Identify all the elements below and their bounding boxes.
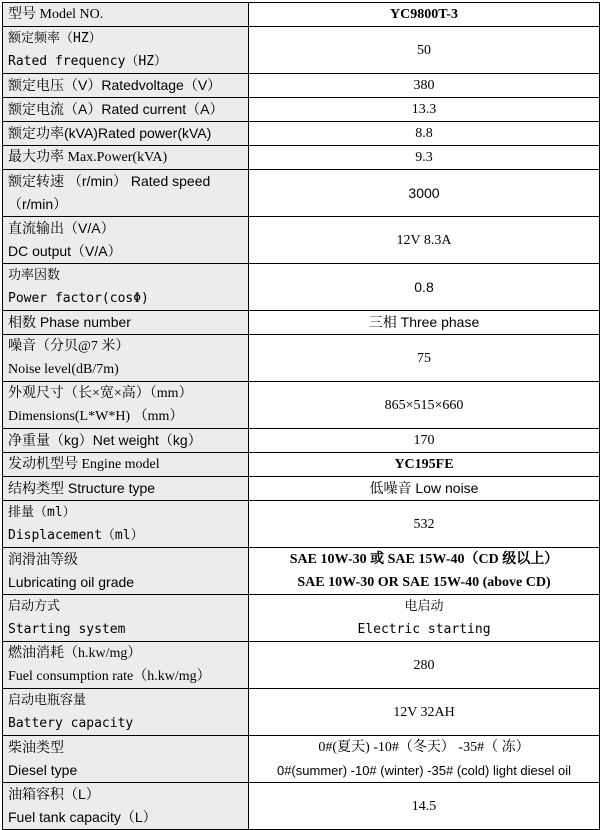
net-weight-value-cell <box>249 429 600 453</box>
structure-label-cell <box>3 477 249 501</box>
model-label: 型号 Model NO. <box>8 7 104 22</box>
engine-model-label-cell <box>3 453 249 477</box>
current-value: 13.3 <box>411 102 437 117</box>
fuel-consumption-label-en: Fuel consumption rate（h.kw/mg） <box>8 669 211 684</box>
power-factor-label-en: Power factor(cosΦ) <box>8 291 149 306</box>
fuel-consumption-label-cell <box>3 642 249 689</box>
speed-value-cell <box>249 170 600 217</box>
power-label-cell <box>3 122 249 146</box>
battery-value: 12V 32AH <box>393 704 455 720</box>
table-row <box>3 429 600 453</box>
speed-label-line2: （r/min） <box>8 196 68 212</box>
diesel-value-en: 0#(summer) -10# (winter) -35# (cold) light diesel oil <box>276 763 572 778</box>
table-row <box>3 642 600 689</box>
displacement-label-cell <box>3 501 249 548</box>
table-row <box>3 122 600 146</box>
dimensions-label-cn: 外观尺寸（长×宽×高）（mm） <box>8 386 193 401</box>
power-factor-label-cn: 功率因数 <box>8 268 61 283</box>
starting-label-cn: 启动方式 <box>8 599 61 614</box>
phase-value: 三相 Three phase <box>368 314 480 330</box>
spec-table <box>2 2 600 830</box>
noise-value-cell <box>249 335 600 382</box>
current-value-cell <box>249 98 600 122</box>
diesel-label-cn: 柴油类型 <box>8 739 64 755</box>
diesel-value-cell <box>249 736 600 783</box>
current-label: 额定电流（A）Rated current（A） <box>8 101 224 117</box>
dc-output-value: 12V 8.3A <box>396 232 452 248</box>
tank-value-cell <box>249 783 600 830</box>
battery-label-cn: 启动电瓶容量 <box>8 693 87 708</box>
noise-label-cell <box>3 335 249 382</box>
table-row <box>3 74 600 98</box>
oil-grade-value-cell <box>249 548 600 595</box>
phase-label-cell <box>3 311 249 335</box>
table-row <box>3 689 600 736</box>
starting-value-en: Electric starting <box>357 622 491 637</box>
displacement-label-en: Displacement（ml） <box>8 528 144 543</box>
model-value: YC9800T-3 <box>390 7 458 22</box>
table-row <box>3 501 600 548</box>
battery-label-cell <box>3 689 249 736</box>
table-row <box>3 783 600 830</box>
displacement-value: 532 <box>413 516 435 532</box>
tank-label-cell <box>3 783 249 830</box>
table-row <box>3 217 600 264</box>
power-value-cell <box>249 122 600 146</box>
power-factor-value: 0.8 <box>414 278 434 295</box>
displacement-value-cell <box>249 501 600 548</box>
dimensions-value: 865×515×660 <box>384 397 464 413</box>
table-row <box>3 736 600 783</box>
dc-output-label-cn: 直流输出（V/A） <box>8 220 115 236</box>
frequency-label-en: Rated frequency（HZ） <box>8 54 168 69</box>
oil-grade-value-en: SAE 10W-30 OR SAE 15W-40 (above CD) <box>297 575 551 590</box>
dimensions-value-cell <box>249 382 600 429</box>
battery-value-cell <box>249 689 600 736</box>
model-value-cell <box>249 3 600 27</box>
table-row <box>3 382 600 429</box>
max-power-label-cell <box>3 146 249 170</box>
starting-value-cell <box>249 595 600 642</box>
current-label-cell <box>3 98 249 122</box>
table-row <box>3 311 600 335</box>
diesel-label-en: Diesel type <box>8 762 78 778</box>
oil-grade-label-en: Lubricating oil grade <box>8 574 135 590</box>
dc-output-value-cell <box>249 217 600 264</box>
structure-value: 低噪音 Low noise <box>369 480 479 496</box>
table-row <box>3 3 600 27</box>
table-row <box>3 146 600 170</box>
speed-value: 3000 <box>408 184 440 201</box>
dc-output-label-en: DC output（V/A） <box>8 243 122 259</box>
table-row <box>3 264 600 311</box>
oil-grade-label-cn: 润滑油等级 <box>8 551 78 567</box>
power-label: 额定功率(kVA)Rated power(kVA) <box>8 125 212 141</box>
noise-label-en: Noise level(dB/7m) <box>8 362 119 377</box>
voltage-value: 380 <box>413 78 435 93</box>
model-label-cell <box>3 3 249 27</box>
speed-label-line1: 额定转速 （r/min） Rated speed <box>8 173 211 189</box>
diesel-label-cell <box>3 736 249 783</box>
tank-value: 14.5 <box>411 798 437 814</box>
speed-label-cell <box>3 170 249 217</box>
noise-value: 75 <box>417 350 431 366</box>
starting-label-cell <box>3 595 249 642</box>
power-factor-label-cell <box>3 264 249 311</box>
dimensions-label-en: Dimensions(L*W*H) （mm） <box>8 409 184 424</box>
max-power-label: 最大功率 Max.Power(kVA) <box>8 150 168 165</box>
engine-model-label: 发动机型号 Engine model <box>8 457 160 472</box>
table-row <box>3 27 600 74</box>
phase-label: 相数 Phase number <box>8 314 131 330</box>
noise-label-cn: 噪音（分贝@7 米） <box>8 339 130 354</box>
voltage-value-cell <box>249 74 600 98</box>
fuel-consumption-label-cn: 燃油消耗（h.kw/mg） <box>8 646 142 661</box>
table-row <box>3 548 600 595</box>
tank-label-en: Fuel tank capacity（L） <box>8 809 157 825</box>
dimensions-label-cell <box>3 382 249 429</box>
frequency-value: 50 <box>417 42 431 58</box>
table-row <box>3 595 600 642</box>
engine-model-value-cell <box>249 453 600 477</box>
battery-label-en: Battery capacity <box>8 716 134 731</box>
frequency-value-cell <box>249 27 600 74</box>
starting-value-cn: 电启动 <box>404 599 444 614</box>
voltage-label-cell <box>3 74 249 98</box>
frequency-label-cn: 额定频率（HZ） <box>8 31 102 46</box>
max-power-value: 9.3 <box>415 150 433 165</box>
power-factor-value-cell <box>249 264 600 311</box>
fuel-consumption-value: 280 <box>413 657 435 673</box>
frequency-label-cell <box>3 27 249 74</box>
dc-output-label-cell <box>3 217 249 264</box>
max-power-value-cell <box>249 146 600 170</box>
table-row <box>3 477 600 501</box>
starting-label-en: Starting system <box>8 622 126 637</box>
table-row <box>3 335 600 382</box>
diesel-value-cn: 0#(夏天) -10#（冬天） -35#（ 冻） <box>318 740 530 755</box>
table-row <box>3 170 600 217</box>
displacement-label-cn: 排量（ml） <box>8 505 76 520</box>
oil-grade-value-cn: SAE 10W-30 或 SAE 15W-40（CD 级以上） <box>289 552 559 567</box>
structure-label: 结构类型 Structure type <box>8 480 156 496</box>
fuel-consumption-value-cell <box>249 642 600 689</box>
net-weight-label-cell <box>3 429 249 453</box>
net-weight-value: 170 <box>413 433 435 448</box>
table-row <box>3 453 600 477</box>
oil-grade-label-cell <box>3 548 249 595</box>
structure-value-cell <box>249 477 600 501</box>
phase-value-cell <box>249 311 600 335</box>
voltage-label: 额定电压（V）Ratedvoltage（V） <box>8 77 222 93</box>
table-row <box>3 98 600 122</box>
engine-model-value: YC195FE <box>394 457 454 472</box>
net-weight-label: 净重量（kg）Net weight（kg） <box>8 432 202 448</box>
power-value: 8.8 <box>415 126 433 141</box>
tank-label-cn: 油箱容积（L） <box>8 786 100 802</box>
